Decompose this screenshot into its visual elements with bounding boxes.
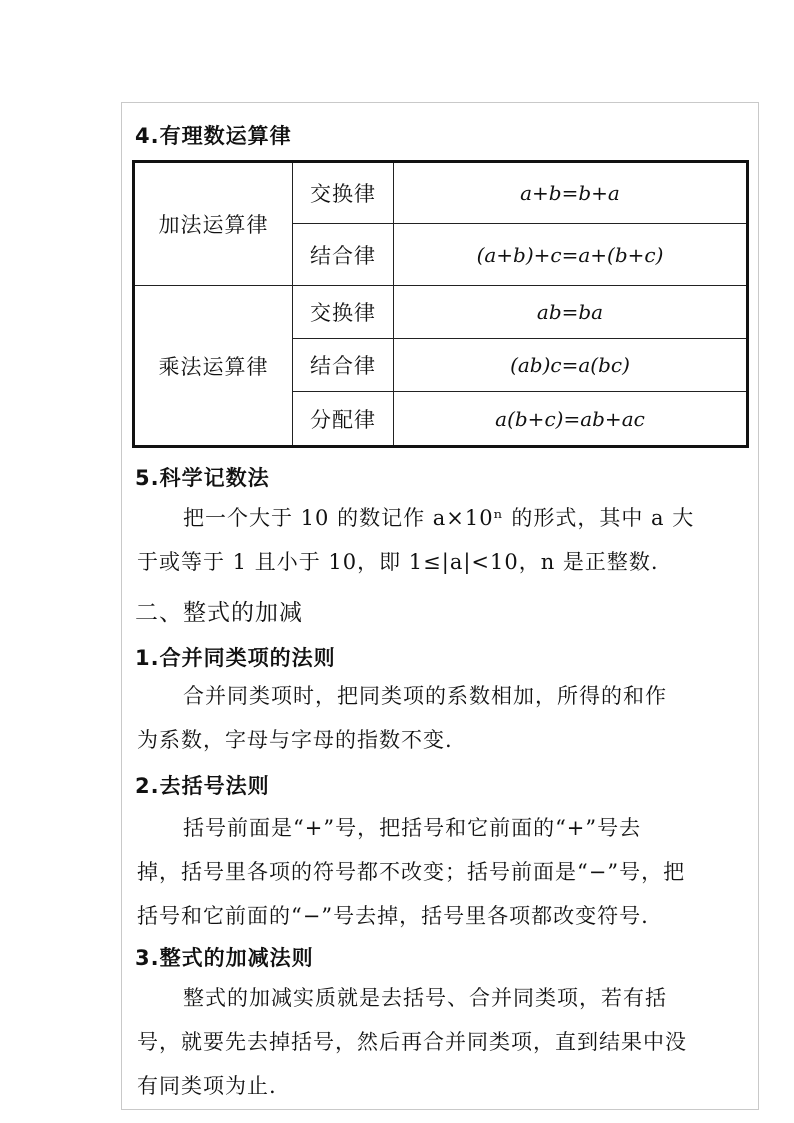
paragraph-line: 号，就要先去掉括号，然后再合并同类项，直到结果中没 bbox=[137, 1030, 687, 1054]
law-formula: a+b=b+a bbox=[394, 162, 748, 224]
paragraph-line: 括号和它前面的“−”号去掉，括号里各项都改变符号. bbox=[137, 904, 649, 928]
section-heading-combine-like-terms: 1.合并同类项的法则 bbox=[135, 646, 336, 670]
group-label-multiplication: 乘法运算律 bbox=[134, 286, 293, 447]
part-title-polynomial-addition-subtraction: 二、整式的加减 bbox=[135, 600, 303, 626]
law-formula: (a+b)+c=a+(b+c) bbox=[394, 224, 748, 286]
paragraph-combine-like-terms bbox=[137, 674, 751, 762]
table-row bbox=[134, 286, 748, 339]
law-name: 结合律 bbox=[293, 339, 394, 392]
table-row bbox=[134, 162, 748, 224]
paragraph-line: 把一个大于 10 的数记作 a×10ⁿ 的形式，其中 a 大 bbox=[183, 506, 695, 530]
section-heading-operation-laws: 4.有理数运算律 bbox=[135, 124, 292, 148]
law-name: 交换律 bbox=[293, 286, 394, 339]
section-heading-remove-brackets: 2.去括号法则 bbox=[135, 774, 270, 798]
group-label-addition: 加法运算律 bbox=[134, 162, 293, 286]
law-formula: ab=ba bbox=[394, 286, 748, 339]
paragraph-scientific-notation bbox=[137, 496, 751, 584]
paragraph-remove-brackets bbox=[137, 806, 751, 938]
section-heading-polynomial-rule: 3.整式的加减法则 bbox=[135, 946, 314, 970]
law-name: 分配律 bbox=[293, 392, 394, 447]
paragraph-line: 有同类项为止. bbox=[137, 1074, 277, 1098]
operation-laws-table bbox=[132, 160, 749, 448]
paragraph-line: 为系数，字母与字母的指数不变. bbox=[137, 728, 453, 752]
paragraph-line: 合并同类项时，把同类项的系数相加，所得的和作 bbox=[183, 684, 667, 708]
section-heading-scientific-notation: 5.科学记数法 bbox=[135, 466, 270, 490]
law-name: 结合律 bbox=[293, 224, 394, 286]
paragraph-line: 掉，括号里各项的符号都不改变；括号前面是“−”号，把 bbox=[137, 860, 686, 884]
law-formula: a(b+c)=ab+ac bbox=[394, 392, 748, 447]
law-formula: (ab)c=a(bc) bbox=[394, 339, 748, 392]
law-name: 交换律 bbox=[293, 162, 394, 224]
paragraph-line: 括号前面是“+”号，把括号和它前面的“+”号去 bbox=[183, 816, 642, 840]
paragraph-line: 整式的加减实质就是去括号、合并同类项，若有括 bbox=[183, 986, 667, 1010]
paragraph-polynomial-rule bbox=[137, 976, 751, 1108]
paragraph-line: 于或等于 1 且小于 10，即 1≤|a|<10，n 是正整数. bbox=[137, 550, 659, 574]
